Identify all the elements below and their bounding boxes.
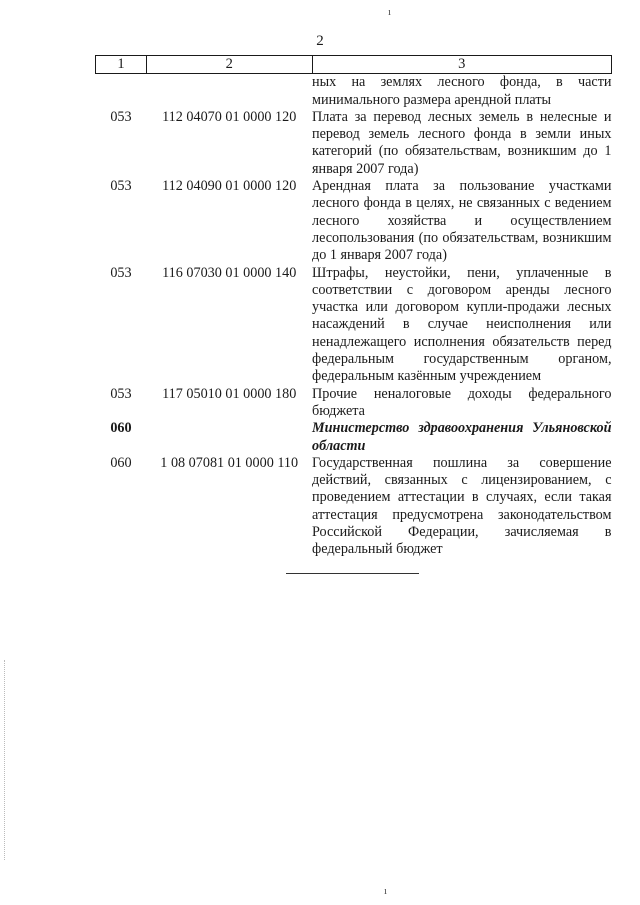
kbk-code-cell xyxy=(146,420,312,455)
kbk-code-cell: 112 04070 01 0000 120 xyxy=(162,108,297,125)
admin-code-cell: 060 xyxy=(110,454,132,471)
admin-code-cell: 060 xyxy=(110,420,132,437)
column-header-1: 1 xyxy=(96,56,147,74)
description-cell: ных на землях лесного фонда, в части минимального размера арендной платы xyxy=(312,74,612,108)
admin-code-cell: 053 xyxy=(110,264,132,281)
table-row xyxy=(96,109,612,178)
description-cell: Государственная пошлина за совершение действий, связанных с лицензированием, с проведением аттестации в случаях, если такая аттестация предусмотрена законодательством Российской Федерации, зачисляемая в федеральный бюджет xyxy=(312,454,612,558)
admin-code-cell: 053 xyxy=(110,108,132,125)
end-separator-line xyxy=(286,573,419,574)
description-cell: Арендная плата за пользование участками лесного фонда в целях, не связанных с ведением лесного хозяйства и осуществлением лесопользования (по обязательствам, возникшим до 1 января 2007 года) xyxy=(312,178,612,264)
admin-code-cell: 053 xyxy=(110,178,132,195)
table-row-section-heading xyxy=(96,420,612,455)
scan-mark-bottom: ı xyxy=(384,885,388,897)
revenue-codes-table xyxy=(95,55,612,559)
kbk-code-cell: 117 05010 01 0000 180 xyxy=(162,385,297,402)
scan-margin-dots xyxy=(4,660,7,860)
description-cell: Штрафы, неустойки, пени, уплаченные в соответствии с договором аренды лесного участка или договором купли-продажи лесных насаждений в случае неисполнения или ненадлежащего исполнения обязательств перед федеральным государственным органом, федеральным казённым учреждением xyxy=(312,264,612,385)
kbk-code-cell xyxy=(146,74,312,109)
kbk-code-cell: 116 07030 01 0000 140 xyxy=(162,264,297,281)
admin-code-cell xyxy=(96,74,147,109)
column-header-2: 2 xyxy=(146,56,312,74)
description-cell: Плата за перевод лесных земель в нелесные и перевод земель лесного фонда в земли иных категорий (по обязательствам, возникшим до 1 января 2007 года) xyxy=(312,108,612,177)
table-row xyxy=(96,386,612,421)
kbk-code-cell: 112 04090 01 0000 120 xyxy=(162,178,297,195)
page-number: 2 xyxy=(316,33,324,49)
scan-mark-top: ı xyxy=(388,6,392,18)
table-row xyxy=(96,178,612,264)
column-header-3: 3 xyxy=(312,56,611,74)
table-row xyxy=(96,455,612,559)
description-cell: Прочие неналоговые доходы федерального бюджета xyxy=(312,385,612,419)
admin-code-cell: 053 xyxy=(110,385,132,402)
kbk-code-cell: 1 08 07081 01 0000 110 xyxy=(160,454,299,471)
table-row xyxy=(96,265,612,386)
table-row xyxy=(96,74,612,109)
table-header-row xyxy=(96,56,612,74)
section-heading-cell: Министерство здравоохранения Ульяновской области xyxy=(312,420,612,454)
